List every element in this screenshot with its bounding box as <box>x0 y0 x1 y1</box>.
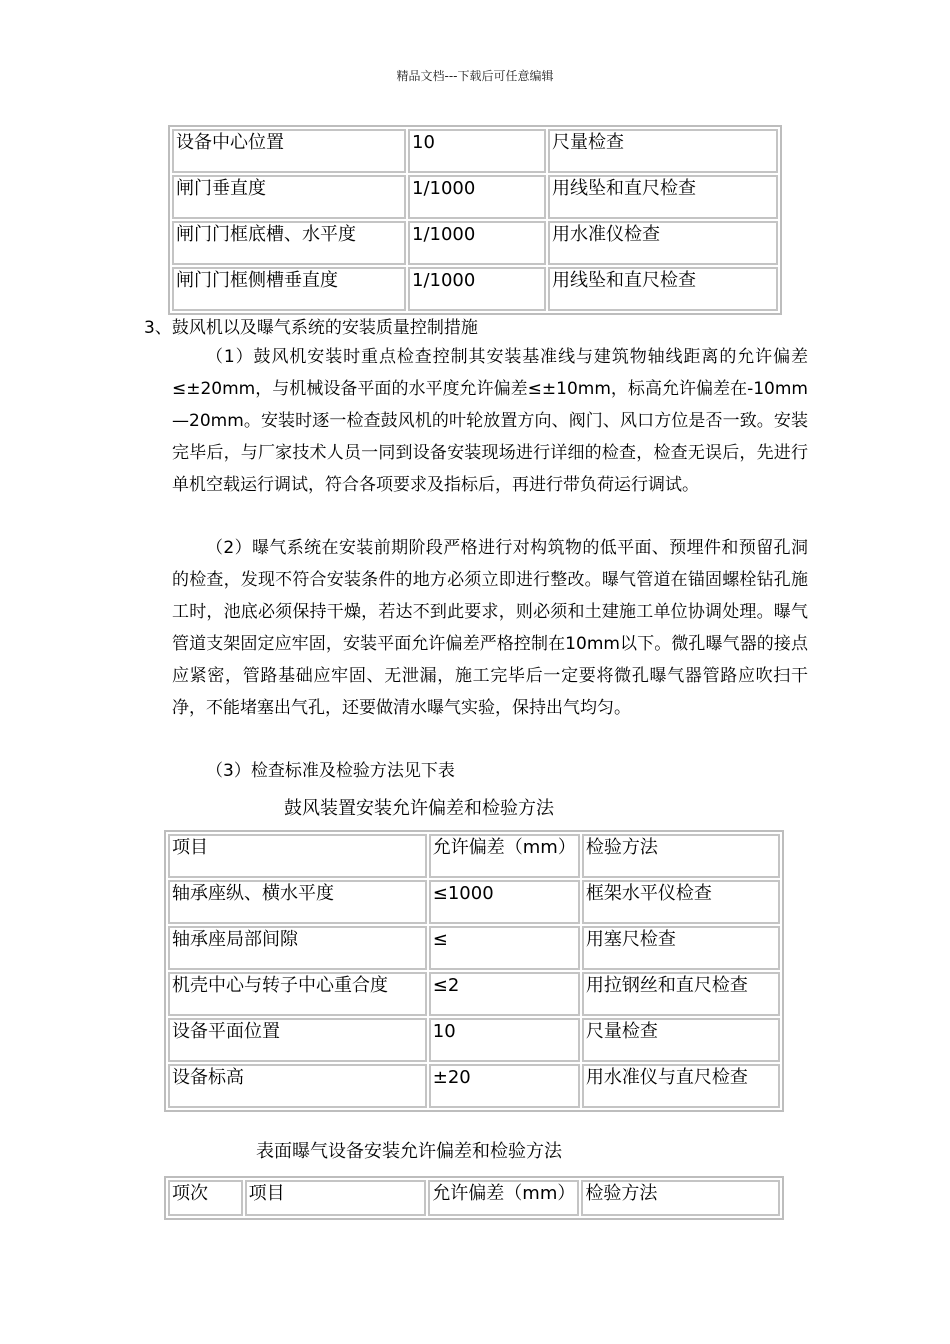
table-row <box>172 129 778 173</box>
table-gate-tolerances <box>168 125 782 315</box>
table-row <box>172 221 778 265</box>
table-cell: ≤1000 <box>429 880 580 924</box>
table-header-cell: 允许偏差（mm） <box>429 834 580 878</box>
table-cell: 用线坠和直尺检查 <box>548 267 778 311</box>
table-cell: ≤2 <box>429 972 580 1016</box>
paragraph-standards-note: （3）检查标准及检验方法见下表 <box>206 761 455 781</box>
table-cell: 设备标高 <box>168 1064 427 1108</box>
table-cell: 1/1000 <box>408 267 546 311</box>
table-cell: 用水准仪与直尺检查 <box>582 1064 780 1108</box>
section-heading: 3、鼓风机以及曝气系统的安装质量控制措施 <box>144 318 478 338</box>
table-row <box>168 1180 780 1216</box>
table-cell: 尺量检查 <box>548 129 778 173</box>
table-cell: 1/1000 <box>408 221 546 265</box>
table-surface-aeration-tolerances <box>164 1176 784 1220</box>
table-blower-tolerances <box>164 830 784 1112</box>
table-cell: 10 <box>408 129 546 173</box>
table-cell: 1/1000 <box>408 175 546 219</box>
table-cell: 轴承座纵、横水平度 <box>168 880 427 924</box>
table-caption-surface-aeration: 表面曝气设备安装允许偏差和检验方法 <box>256 1141 562 1162</box>
table-cell: ≤ <box>429 926 580 970</box>
table-row <box>172 175 778 219</box>
table-cell: 设备中心位置 <box>172 129 406 173</box>
table-cell: 用水准仪检查 <box>548 221 778 265</box>
table-row <box>168 834 780 878</box>
table-cell: 闸门门框底槽、水平度 <box>172 221 406 265</box>
table-row <box>168 880 780 924</box>
table-cell: ±20 <box>429 1064 580 1108</box>
table-cell: 闸门门框侧槽垂直度 <box>172 267 406 311</box>
table-cell: 用塞尺检查 <box>582 926 780 970</box>
table-cell: 尺量检查 <box>582 1018 780 1062</box>
table-cell: 闸门垂直度 <box>172 175 406 219</box>
table-cell: 设备平面位置 <box>168 1018 427 1062</box>
table-caption-blower: 鼓风装置安装允许偏差和检验方法 <box>284 798 554 819</box>
table-header-cell: 项目 <box>245 1180 427 1216</box>
table-header-cell: 项目 <box>168 834 427 878</box>
table-cell: 轴承座局部间隙 <box>168 926 427 970</box>
table-header-cell: 项次 <box>168 1180 243 1216</box>
table-cell: 框架水平仪检查 <box>582 880 780 924</box>
table-header-cell: 检验方法 <box>582 834 780 878</box>
paragraph-blower: （1）鼓风机安装时重点检查控制其安装基准线与建筑物轴线距离的允许偏差≤±20mm，与机械设备平面的水平度允许偏差≤±10mm，标高允许偏差在-10mm—20mm。安装时逐一检查鼓风机的叶轮放置方向、阀门、风口方位是否一致。安装完毕后，与厂家技术人员一同到设备安装现场进行详细的检查，检查无误后，先进行单机空载运行调试，符合各项要求及指标后，再进行带负荷运行调试。 <box>172 347 808 495</box>
table-row <box>168 926 780 970</box>
table-row <box>168 1018 780 1062</box>
table-header-cell: 检验方法 <box>581 1180 780 1216</box>
table-cell: 机壳中心与转子中心重合度 <box>168 972 427 1016</box>
table-row <box>168 972 780 1016</box>
table-row <box>168 1064 780 1108</box>
table-cell: 用线坠和直尺检查 <box>548 175 778 219</box>
table-cell: 10 <box>429 1018 580 1062</box>
table-row <box>172 267 778 311</box>
table-cell: 用拉钢丝和直尺检查 <box>582 972 780 1016</box>
table-header-cell: 允许偏差（mm） <box>428 1180 579 1216</box>
page-header: 精品文档---下载后可任意编辑 <box>396 69 554 83</box>
paragraph-aeration: （2）曝气系统在安装前期阶段严格进行对构筑物的低平面、预埋件和预留孔洞的检查，发现不符合安装条件的地方必须立即进行整改。曝气管道在锚固螺栓钻孔施工时，池底必须保持干燥，若达不到此要求，则必须和土建施工单位协调处理。曝气管道支架固定应牢固，安装平面允许偏差严格控制在10mm以下。微孔曝气器的接点应紧密，管路基础应牢固、无泄漏，施工完毕后一定要将微孔曝气器管路应吹扫干净，不能堵塞出气孔，还要做清水曝气实验，保持出气均匀。 <box>172 538 808 718</box>
